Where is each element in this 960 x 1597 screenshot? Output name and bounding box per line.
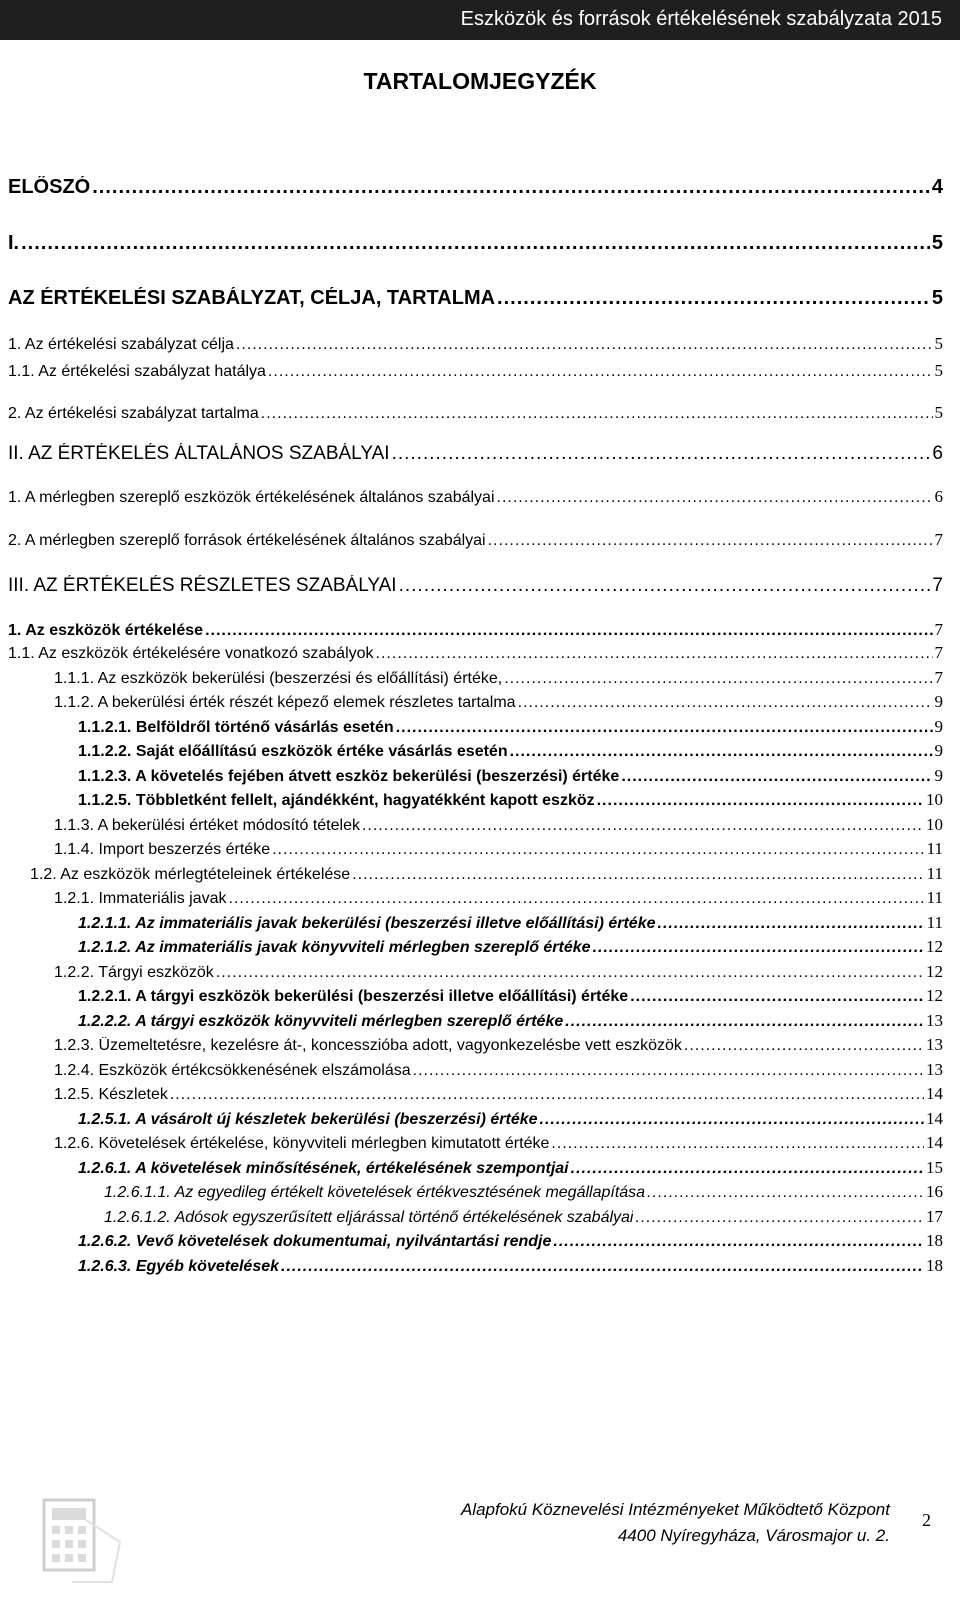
toc-entry-page: 7 (934, 643, 943, 662)
toc-dot-leader (565, 1013, 924, 1031)
toc-entry[interactable] (54, 1035, 943, 1059)
toc-entry-title: 1.1.2.2. Saját előállítású eszközök értéke vásárlás esetén (78, 743, 508, 760)
toc-entry-title: 1.1. Az értékelési szabályzat hatálya (8, 363, 266, 380)
toc-dot-leader (621, 768, 932, 786)
toc-entry-title: III. AZ ÉRTÉKELÉS RÉSZLETES SZABÁLYAI (8, 575, 397, 596)
toc-entry-title: 1.1.4. Import beszerzés értéke (54, 841, 271, 858)
toc-entry-page: 5 (934, 334, 943, 353)
toc-dot-leader (399, 575, 931, 597)
toc-entry-title: 1.1. Az eszközök értékelésére vonatkozó szabályok (8, 645, 374, 662)
footer-org-address: 4400 Nyíregyháza, Városmajor u. 2. (617, 1526, 890, 1545)
toc-entry[interactable] (8, 575, 943, 599)
toc-entry-page: 11 (926, 913, 943, 932)
toc-dot-leader (396, 719, 933, 737)
toc-dot-leader (488, 532, 933, 550)
toc-entry[interactable] (104, 1207, 943, 1231)
toc-entry-page: 14 (926, 1084, 943, 1103)
toc-entry[interactable] (8, 176, 943, 200)
toc-title: TARTALOMJEGYZÉK (363, 68, 597, 94)
toc-entry-title: 1. Az értékelési szabályzat célja (8, 336, 234, 353)
footer-page-number: 2 (922, 1510, 931, 1530)
toc-dot-leader (510, 743, 933, 761)
toc-entry-title: 1.2.3. Üzemeltetésre, kezelésre át-, koncesszióba adott, vagyonkezelésbe vett eszközök (54, 1037, 682, 1054)
toc-entry[interactable] (8, 643, 943, 667)
toc-dot-leader (376, 645, 933, 663)
toc-entry-page: 12 (926, 937, 943, 956)
toc-dot-leader (236, 336, 933, 354)
toc-entry-title: 1.2.6.1.2. Adósok egyszerűsített eljárással történő értékelésének szabályai (104, 1209, 634, 1226)
toc-dot-leader (170, 1086, 924, 1104)
toc-dot-leader (21, 232, 930, 255)
toc-dot-leader (635, 1209, 924, 1227)
toc-entry[interactable] (54, 815, 943, 839)
toc-entry-title: 1.2.6. Követelések értékelése, könyvviteli mérlegben kimutatott értéke (54, 1135, 550, 1152)
toc-entry-title: 1.2.6.3. Egyéb követelések (78, 1258, 280, 1275)
toc-entry[interactable] (54, 839, 943, 863)
toc-entry-title: 2. Az értékelési szabályzat tartalma (8, 405, 259, 422)
toc-entry[interactable] (78, 986, 943, 1010)
toc-dot-leader (281, 1258, 924, 1276)
toc-entry[interactable] (8, 487, 943, 511)
toc-entry-page: 18 (926, 1231, 943, 1250)
toc-entry[interactable] (8, 232, 943, 256)
toc-entry-page: 14 (926, 1133, 943, 1152)
toc-entry[interactable] (104, 1182, 943, 1206)
toc-entry-page: 12 (926, 986, 943, 1005)
toc-entry-page: 15 (926, 1158, 943, 1177)
toc-entry-page: 13 (926, 1060, 943, 1079)
toc-entry-page: 14 (926, 1109, 943, 1128)
toc-entry[interactable] (78, 1231, 943, 1255)
toc-entry-title: 1.1.2.3. A követelés fejében átvett eszköz bekerülési (beszerzési) értéke (78, 768, 620, 785)
footer-organization (461, 1497, 890, 1549)
toc-dot-leader (272, 841, 925, 859)
toc-dot-leader (553, 1233, 924, 1251)
toc-dot-leader (571, 1160, 924, 1178)
footer-org-name: Alapfokú Köznevelési Intézményeket Működtető Központ (460, 1500, 890, 1519)
toc-entry-page: 16 (926, 1182, 943, 1201)
toc-entry[interactable] (78, 1256, 943, 1280)
toc-entry-page: 5 (931, 232, 943, 254)
toc-entry-title: ELŐSZÓ (8, 176, 91, 198)
toc-entry-page: 6 (934, 487, 943, 506)
toc-entry[interactable] (78, 937, 943, 961)
toc-dot-leader (647, 1184, 924, 1202)
toc-dot-leader (658, 915, 925, 933)
toc-entry-title: 1.2.2.2. A tárgyi eszközök könyvviteli mérlegben szereplő értéke (78, 1013, 564, 1030)
toc-dot-leader (392, 443, 931, 465)
toc-entry-page: 10 (926, 815, 943, 834)
toc-entry-page: 5 (934, 361, 943, 380)
toc-entry[interactable] (54, 1060, 943, 1084)
toc-dot-leader (497, 489, 933, 507)
toc-entry[interactable] (8, 334, 943, 358)
toc-entry-title: 1.2.1. Immateriális javak (54, 890, 227, 907)
toc-dot-leader (504, 670, 932, 688)
toc-entry[interactable] (8, 530, 943, 554)
toc-entry-title: 1.2.6.2. Vevő követelések dokumentumai, nyilvántartási rendje (78, 1233, 552, 1250)
toc-entry-title: AZ ÉRTÉKELÉSI SZABÁLYZAT, CÉLJA, TARTALMA (8, 287, 496, 309)
toc-entry-title: II. AZ ÉRTÉKELÉS ÁLTALÁNOS SZABÁLYAI (8, 443, 390, 464)
toc-entry-page: 12 (926, 962, 943, 981)
toc-dot-leader (593, 939, 924, 957)
toc-entry-title: 1.2.2. Tárgyi eszközök (54, 964, 214, 981)
toc-dot-leader (92, 176, 930, 199)
toc-entry[interactable] (8, 361, 943, 385)
toc-entry-title: 1.2.1.1. Az immateriális javak bekerülési (beszerzési illetve előállítási) értéke (78, 915, 656, 932)
toc-entry-page: 9 (934, 766, 943, 785)
toc-entry-page: 7 (934, 530, 943, 549)
toc-entry-page: 10 (926, 790, 943, 809)
toc-entry[interactable] (78, 741, 943, 765)
toc-dot-leader (518, 694, 933, 712)
running-header-title: Eszközök és források értékelésének szabályzata 2015 (460, 8, 942, 30)
toc-entry-page: 13 (926, 1035, 943, 1054)
toc-entry-title: 2. A mérlegben szereplő források értékelésének általános szabályai (8, 532, 486, 549)
toc-entry-page: 7 (934, 620, 943, 639)
calculator-document-icon (24, 1490, 134, 1590)
toc-entry[interactable] (78, 766, 943, 790)
toc-entry-title: 1.2.6.1.1. Az egyedileg értékelt követelések értékvesztésének megállapítása (104, 1184, 646, 1201)
toc-entry-title: 1.1.2.1. Belföldről történő vásárlás esetén (78, 719, 394, 736)
toc-dot-leader (362, 817, 924, 835)
toc-entry[interactable] (30, 864, 943, 888)
toc-dot-leader (551, 1135, 924, 1153)
toc-entry[interactable] (78, 913, 943, 937)
toc-entry[interactable] (78, 1011, 943, 1035)
toc-entry-title: 1.2.5. Készletek (54, 1086, 168, 1103)
toc-entry-title: 1.2.5.1. A vásárolt új készletek bekerülési (beszerzési) értéke (78, 1111, 538, 1128)
toc-entry-title: 1.2.1.2. Az immateriális javak könyvviteli mérlegben szereplő értéke (78, 939, 591, 956)
toc-entry[interactable] (8, 620, 943, 644)
toc-entry-page: 4 (931, 176, 943, 198)
toc-entry-page: 7 (934, 668, 943, 687)
toc-dot-leader (268, 363, 933, 381)
toc-entry-title: 1.2.2.1. A tárgyi eszközök bekerülési (beszerzési illetve előállítási) értéke (78, 988, 629, 1005)
toc-entry-page: 17 (926, 1207, 943, 1226)
toc-entry-page: 18 (926, 1256, 943, 1275)
toc-dot-leader (597, 792, 924, 810)
toc-entry-page: 6 (932, 443, 943, 464)
toc-entry-title: I. (8, 232, 20, 254)
toc-entry[interactable] (78, 717, 943, 741)
toc-entry[interactable] (54, 692, 943, 716)
toc-entry-page: 5 (934, 403, 943, 422)
toc-entry-page: 11 (926, 839, 943, 858)
toc-entry[interactable] (8, 403, 943, 427)
toc-entry-page: 13 (926, 1011, 943, 1030)
toc-dot-leader (413, 1062, 924, 1080)
toc-entry-page: 9 (934, 741, 943, 760)
toc-dot-leader (216, 964, 924, 982)
toc-dot-leader (540, 1111, 924, 1129)
toc-entry-title: 1.1.2. A bekerülési érték részét képező elemek részletes tartalma (54, 694, 516, 711)
toc-entry[interactable] (8, 287, 943, 311)
toc-dot-leader (352, 866, 924, 884)
toc-entry-page: 9 (934, 717, 943, 736)
toc-entry[interactable] (54, 1084, 943, 1108)
toc-entry-title: 1. Az eszközök értékelése (8, 622, 204, 639)
toc-entry-title: 1.2.4. Eszközök értékcsökkenésének elszámolása (54, 1062, 411, 1079)
toc-entry[interactable] (54, 668, 943, 692)
toc-entry[interactable] (54, 888, 943, 912)
toc-entry-page: 11 (926, 864, 943, 883)
toc-dot-leader (261, 405, 933, 423)
toc-entry-title: 1.1.2.5. Többletként fellelt, ajándékként, hagyatékként kapott eszköz (78, 792, 595, 809)
toc-entry-page: 5 (931, 287, 943, 309)
toc-dot-leader (229, 890, 925, 908)
toc-dot-leader (630, 988, 924, 1006)
toc-dot-leader (205, 622, 932, 640)
toc-entry[interactable] (78, 1109, 943, 1133)
toc-entry-title: 1.1.3. A bekerülési értéket módosító tételek (54, 817, 360, 834)
toc-entry[interactable] (54, 1133, 943, 1157)
toc-entry-title: 1. A mérlegben szereplő eszközök értékelésének általános szabályai (8, 489, 495, 506)
toc-entry[interactable] (54, 962, 943, 986)
toc-entry[interactable] (8, 443, 943, 467)
toc-entry[interactable] (78, 1158, 943, 1182)
toc-entry-page: 9 (934, 692, 943, 711)
toc-dot-leader (684, 1037, 924, 1055)
toc-entry-title: 1.2.6.1. A követelések minősítésének, értékelésének szempontjai (78, 1160, 569, 1177)
toc-entry-title: 1.2. Az eszközök mérlegtételeinek értékelése (30, 866, 351, 883)
toc-dot-leader (497, 287, 930, 310)
toc-entry-page: 7 (932, 575, 943, 596)
toc-entry-page: 11 (926, 888, 943, 907)
toc-entry-title: 1.1.1. Az eszközök bekerülési (beszerzési és előállítási) értéke, (54, 670, 503, 687)
toc-entry[interactable] (78, 790, 943, 814)
